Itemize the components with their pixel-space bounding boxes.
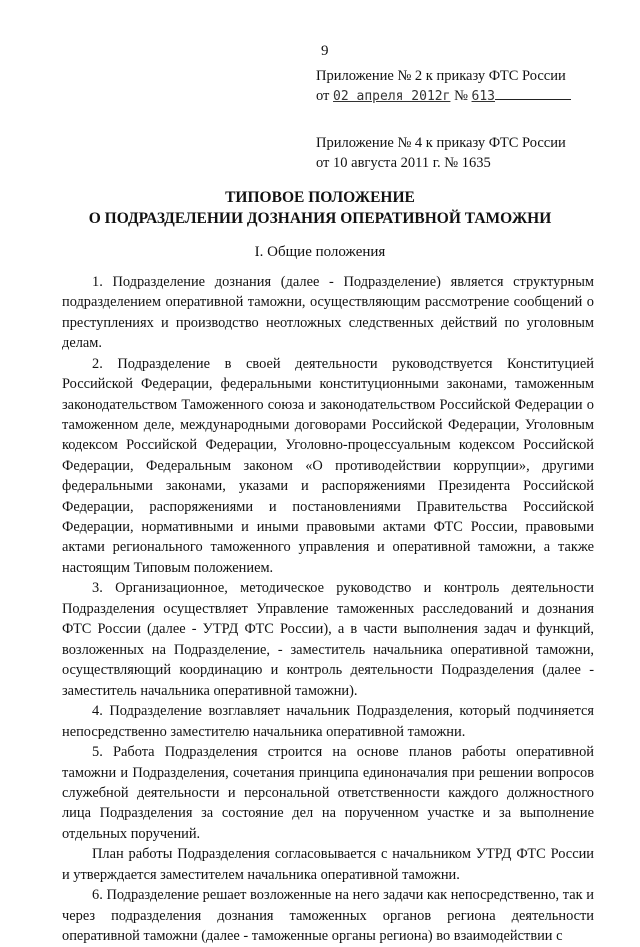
appendix-current-line2 <box>316 86 571 107</box>
appendix-original-line2: от 10 августа 2011 г. № 1635 <box>316 155 491 171</box>
paragraph: 3. Организационное, методическое руководство и контроль деятельности Подразделения осуществляет Управление таможенных расследований и дознания ФТС России (далее - УТРД ФТС России), а в части выполнения задач и функций, возложенных на Подразделение, - заместитель начальника оперативной таможни, осуществляющий координацию и контроль деятельности Подразделения (далее - заместитель начальника оперативной таможни). <box>62 580 594 699</box>
page-number: 9 <box>321 43 329 59</box>
date-prefix: от <box>316 88 330 104</box>
section-heading: I. Общие положения <box>254 244 386 260</box>
paragraph: 2. Подразделение в своей деятельности руководствуется Конституцией Российской Федерации, федеральными конституционными законами, таможенным законодательством Таможенного союза и законодательством Российской Федерации о таможенном деле, международными договорами Российской Федерации, Уголовным кодексом Российской Федерации, Уголовно-процессуальным кодексом Российской Федерации, Федеральным законом «О противодействии коррупции», другими федеральными законами, указами и распоряжениями Президента Российской Федерации, распоряжениями и постановлениями Правительства Российской Федерации, нормативными и иными правовыми актами ФТС России, правовыми актами регионального таможенного управления и оперативной таможни, а также настоящим Типовым положением. <box>62 355 594 576</box>
document-title-line2: О ПОДРАЗДЕЛЕНИИ ДОЗНАНИЯ ОПЕРАТИВНОЙ ТАМОЖНИ <box>88 210 552 227</box>
appendix-current <box>316 66 571 107</box>
number-prefix: № <box>454 88 468 104</box>
paragraph: 6. Подразделение решает возложенные на него задачи как непосредственно, так и через подразделения дознания таможенных органов региона деятельности оперативной таможни (далее - таможенные органы региона) во взаимодействии с <box>62 887 594 945</box>
paragraph: 4. Подразделение возглавляет начальник Подразделения, который подчиняется непосредственно заместителю начальника оперативной таможни. <box>62 703 594 740</box>
appendix-current-line1: Приложение № 2 к приказу ФТС России <box>316 68 566 84</box>
number-value: 613 <box>471 89 496 104</box>
document-body <box>62 272 594 947</box>
document-title-line1: ТИПОВОЕ ПОЛОЖЕНИЕ <box>225 189 415 206</box>
appendix-original <box>316 133 566 173</box>
paragraph: План работы Подразделения согласовывается с начальником УТРД ФТС России и утверждается заместителем начальника оперативной таможни. <box>62 846 594 883</box>
date-value: 02 апреля 2012г <box>333 89 451 104</box>
appendix-original-line1: Приложение № 4 к приказу ФТС России <box>316 135 566 151</box>
paragraph: 5. Работа Подразделения строится на основе планов работы оперативной таможни и Подразделения, сочетания принципа единоначалия при решении вопросов служебной деятельности и персональной ответственности каждого должностного лица Подразделения за состояние дел на порученном участке и за выполнение отдельных поручений. <box>62 744 594 842</box>
signature-line <box>495 87 571 100</box>
paragraph: 1. Подразделение дознания (далее - Подразделение) является структурным подразделением оперативной таможни, осуществляющим рассмотрение сообщений о преступлениях и производство неотложных следственных действий по уголовным делам. <box>62 274 594 352</box>
